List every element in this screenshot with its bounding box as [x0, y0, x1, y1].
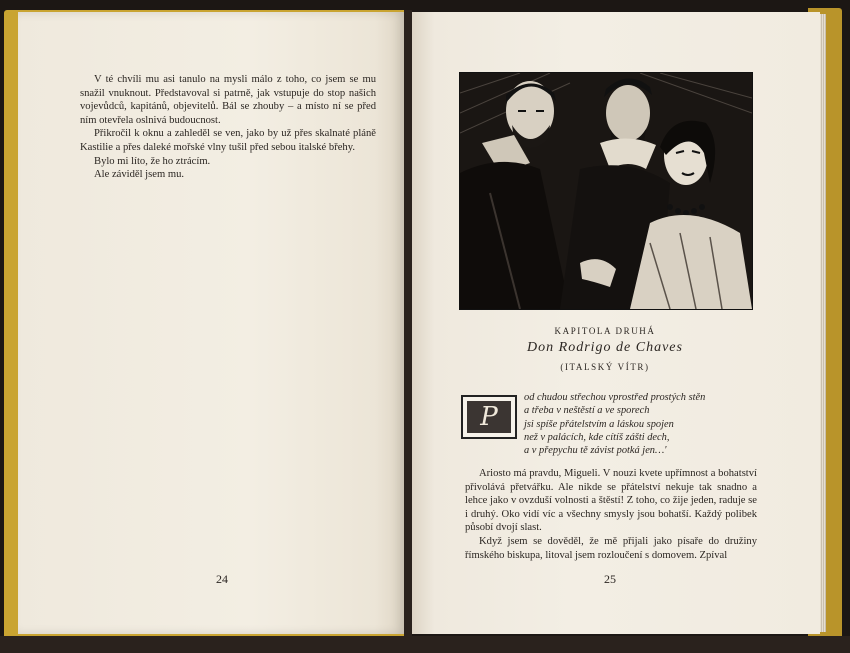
- paragraph: V té chvíli mu asi tanulo na mysli málo z toho, co jsem se mu snažil vnuknout. Představoval si patrně, jak vstupuje do stop našich vojevůdců, kapitánů, objevitelů. Bál se zhouby – a místo ní se před ním otevřela oslnivá budoucnost.: [80, 74, 376, 126]
- page-edges: [820, 14, 826, 632]
- paragraph: Ariosto má pravdu, Migueli. V nouzi kvete upřímnost a bohatství přivolává přetvářku. Ale nikde se přátelství nekuje tak snadno a lehce jako v ovzduší volnosti a štěstí! Z toho, co žije jeden, raduje se i druhý. Oko vidí víc a všechny smysly jsou bohatší. Každý polibek působí dvojí slast.: [465, 468, 757, 534]
- chapter-title: Don Rodrigo de Chaves: [527, 340, 683, 355]
- paragraph: Přikročil k oknu a zahleděl se ven, jako by už přes skalnaté pláně Kastilie a přes daleké mořské vlny tušil před sebou italské břehy.: [80, 128, 376, 153]
- verse-line: jsi spíše přátelstvím a láskou spojen: [524, 418, 674, 430]
- woodcut-illustration: [459, 72, 753, 310]
- verse-line: než v palácích, kde cítíš zášti dech,: [524, 431, 670, 443]
- paragraph: Bylo mi líto, že ho ztrácím.: [94, 155, 211, 167]
- table-surface: [0, 636, 850, 653]
- illustration-drawing: [460, 73, 752, 309]
- right-page-body: [465, 467, 757, 562]
- page-number-right: 25: [604, 572, 616, 586]
- paragraph: Když jsem se dověděl, že mě přijali jako písaře do družiny římského biskupa, litoval jsem rozloučení s domovem. Zpíval: [465, 535, 757, 561]
- verse-quote: [524, 391, 724, 457]
- verse-line: od chudou střechou vprostřed prostých stěn: [524, 392, 706, 403]
- left-page-body: [80, 73, 376, 182]
- chapter-subtitle: (ITALSKÝ VÍTR): [560, 362, 650, 372]
- chapter-label: KAPITOLA DRUHÁ: [554, 326, 656, 336]
- verse-line: a v přepychu tě závist potká jen…': [524, 445, 667, 457]
- paragraph: Ale záviděl jsem mu.: [94, 169, 185, 181]
- dropcap-initial: [461, 395, 517, 439]
- dropcap-frame: [467, 401, 511, 433]
- dropcap-letter: P: [480, 402, 498, 432]
- page-number-left: 24: [216, 572, 228, 586]
- book-gutter: [404, 10, 412, 636]
- verse-line: a třeba v neštěstí a ve sporech: [524, 405, 650, 417]
